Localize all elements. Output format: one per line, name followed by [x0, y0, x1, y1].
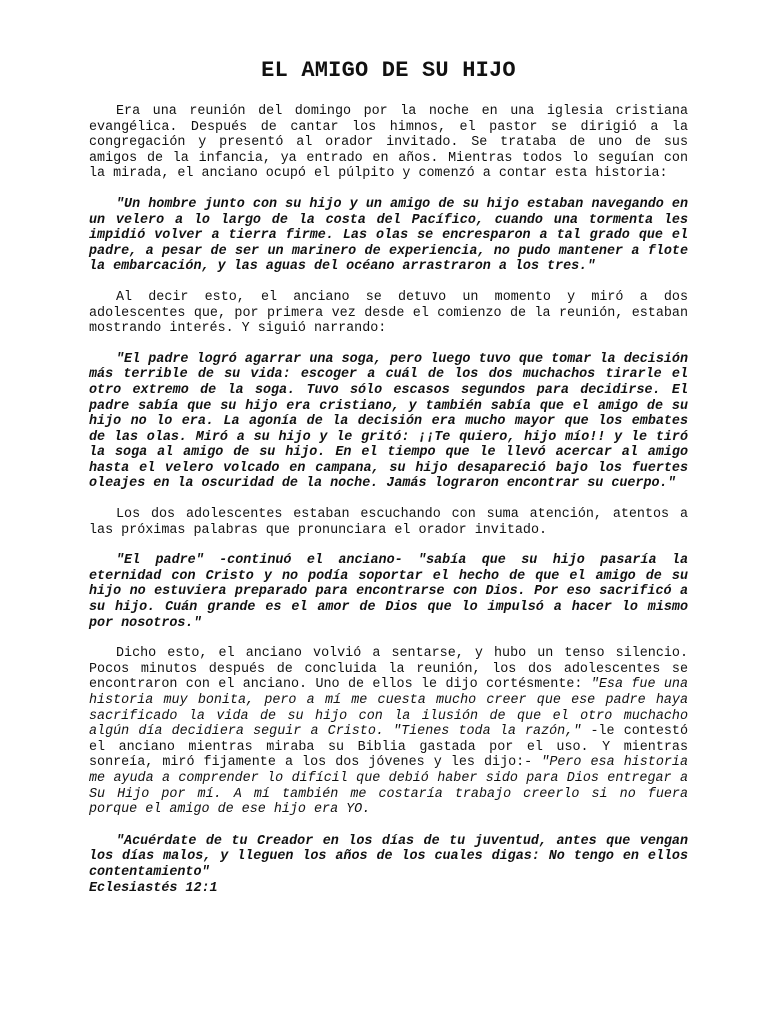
bible-verse: "Acuérdate de tu Creador en los días de tu juventud, antes que vengan los días malos, y lleguen los años de los cuales digas: No tengo en ellos contentamiento" [89, 833, 688, 880]
paragraph-conclusion [89, 646, 688, 818]
document-page [89, 0, 688, 896]
document-title: EL AMIGO DE SU HIJO [261, 58, 516, 83]
paragraph-story-quote-3: "El padre" -continuó el anciano- "sabía que su hijo pasaría la eternidad con Cristo y no podía soportar el hecho de que el amigo de su hijo no estuviera preparado para encontrarse con Dios. Por eso sacrificó a su hijo. Cuán grande es el amor de Dios que lo impulsó a hacer lo mismo por nosotros." [89, 553, 688, 631]
paragraph-story-quote-1: "Un hombre junto con su hijo y un amigo de su hijo estaban navegando en un velero a lo largo de la costa del Pacífico, cuando una tormenta les impidió volver a tierra firme. Las olas se encresparon a tal grado que el padre, a pesar de ser un marinero de experiencia, no pudo mantener a flote la embarcación, y las aguas del océano arrastraron a los tres." [89, 196, 688, 275]
paragraph-story-quote-2: "El padre logró agarrar una soga, pero luego tuvo que tomar la decisión más terrible de su vida: escoger a cuál de los dos muchachos tirarle el otro extremo de la soga. Tuvo sólo escasos segundos para decidirse. El padre sabía que su hijo era cristiano, y también sabía que el amigo de su hijo no lo era. La agonía de la decisión era mucho mayor que los embates de las olas. Miró a su hijo y le gritó: ¡¡Te quiero, hijo mío!! y le tiró la soga al amigo de su hijo. En el tiempo que le llevó acercar al amigo hasta el velero volcado en campana, su hijo desapareció bajo los fuertes oleajes en la oscuridad de la noche. Jamás lograron encontrar su cuerpo." [89, 351, 688, 492]
conclusion-quote-1: "Esa fue una historia muy bonita, pero a mí me cuesta mucho creer que ese padre haya sacrificado la vida de su hijo con la ilusión de que el otro muchacho algún día decidiera seguir a Cristo. "Tienes toda la razón," [89, 677, 688, 740]
bible-verse-reference: Eclesiastés 12:1 [89, 880, 218, 896]
paragraph-intro: Era una reunión del domingo por la noche en una iglesia cristiana evangélica. Después de cantar los himnos, el pastor se dirigió a la congregación y presentó al orador invitado. Se trataba de uno de sus amigos de la infancia, ya entrado en años. Mientras todos lo seguían con la mirada, el anciano ocupó el púlpito y comenzó a contar esta historia: [89, 104, 688, 182]
paragraph-narration-2: Los dos adolescentes estaban escuchando con suma atención, atentos a las próximas palabras que pronunciara el orador invitado. [89, 507, 688, 538]
paragraph-narration-1: Al decir esto, el anciano se detuvo un momento y miró a dos adolescentes que, por primera vez desde el comienzo de la reunión, estaban mostrando interés. Y siguió narrando: [89, 289, 688, 337]
conclusion-text-2: -le contestó el anciano mientras miraba su Biblia gastada por el uso. Y mientras sonreía, miró fijamente a los dos jóvenes y les dijo:- [89, 724, 688, 771]
conclusion-quote-2: "Pero esa historia me ayuda a comprender lo difícil que debió haber sido para Dios entregar a Su Hijo por mí. A mí también me costaría trabajo creerlo si no fuera porque el amigo de ese hijo era YO. [89, 755, 688, 818]
conclusion-text-1: Dicho esto, el anciano volvió a sentarse, y hubo un tenso silencio. Pocos minutos después de concluida la reunión, los dos adolescentes se encontraron con el anciano. Uno de ellos le dijo cortésmente: [89, 646, 688, 693]
